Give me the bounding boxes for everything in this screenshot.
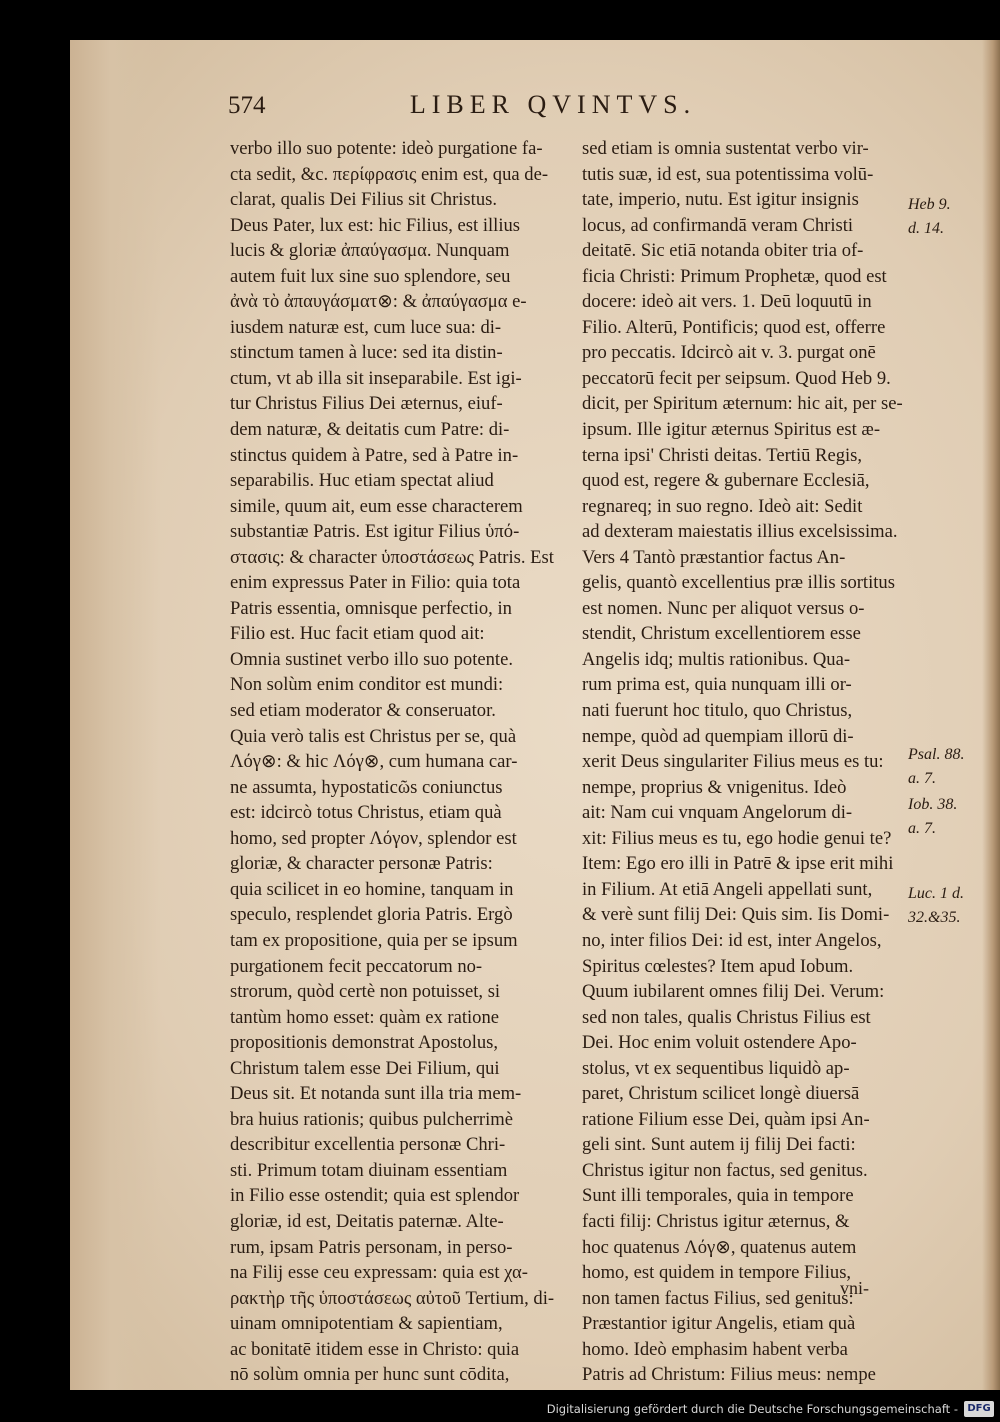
text-line: Patris ad Christum: Filius meus: nempe [582,1364,876,1386]
text-line: sed etiam is omnia sustentat verbo vir- [582,138,869,159]
text-line: lucis & gloriæ ἀπαύγασμα. Nunquam [230,240,510,262]
text-line: separabilis. Huc etiam spectat aliud [230,470,494,492]
text-line: autem fuit lux sine suo splendore, seu [230,265,511,287]
text-line: dicit, per Spiritum æternum: hic ait, per se- [582,393,903,415]
margin-note: a. 7. [908,770,936,787]
text-line: sed etiam moderator & conseruator. [230,700,496,722]
text-line: Λόγ⊗: & hic Λόγ⊗, cum humana car- [230,751,518,773]
text-line: stolus, vt ex sequentibus liquidò ap- [582,1057,850,1079]
text-line: Dei. Hoc enim voluit ostendere Apo- [582,1032,857,1054]
margin-note: Heb 9. [908,196,951,213]
text-line: Deus Pater, lux est: hic Filius, est illius [230,214,521,236]
text-line: ficia Christi: Primum Prophetæ, quod est [582,265,887,287]
text-line: Christum talem esse Dei Filium, qui [230,1057,500,1079]
text-line: docere: ideò ait vers. 1. Deū loquutū in [582,291,872,313]
text-line: quod est, regere & gubernare Ecclesiā, [582,470,870,492]
text-line: homo, est quidem in tempore Filius, [582,1262,852,1284]
text-line: Præstantior igitur Angelis, etiam quà [582,1313,856,1335]
text-line: iusdem naturæ est, cum luce sua: di- [230,316,502,338]
text-line: ρακτὴρ τῆς ὑποστάσεως αὐτοῦ Tertium, di- [230,1287,555,1309]
text-line: ait: Nam cui vnquam Angelorum di- [582,802,853,824]
text-line: Christus igitur non factus, sed genitus. [582,1159,868,1181]
text-line: na Filij esse ceu expressam: quia est χα- [230,1262,528,1284]
text-line: locus, ad confirmandā veram Christi [582,214,854,236]
text-line: enim expressus Pater in Filio: quia tota [230,572,521,594]
text-line: homo. Ideò emphasim habent verba [582,1338,848,1360]
margin-note: a. 7. [908,820,936,837]
text-line: ac bonitatē itidem esse in Christo: quia [230,1338,520,1360]
text-line: Vers 4 Tantò præstantior factus An- [582,546,846,568]
text-line: Deus sit. Et notanda sunt illa tria mem- [230,1083,522,1105]
dfg-logo-icon: DFG [964,1401,994,1417]
text-line: propositionis demonstrat Apostolus, [230,1032,499,1054]
text-line: Non solùm enim conditor est mundi: [230,674,504,696]
left-text-column [230,136,630,1388]
text-line: gloriæ, id est, Deitatis paternæ. Alte- [230,1210,504,1232]
text-line: clarat, qualis Dei Filius sit Christus. [230,189,498,211]
margin-note: Psal. 88. [908,746,965,763]
text-line: purgationem fecit peccatorum no- [230,955,483,977]
text-line: strorum, quòd certè non potuisset, si [230,981,501,1003]
text-line: Angelis idq; multis rationibus. Qua- [582,648,851,670]
text-line: in Filio esse ostendit; quia est splendor [230,1185,520,1207]
margin-note: 32.&35. [908,909,961,926]
text-line: homo, sed propter Λόγον, splendor est [230,827,517,849]
text-line: στασις: & character ὑποστάσεως Patris. Est [230,546,554,568]
catchword: vni- [840,1278,869,1298]
text-line: no, inter filios Dei: id est, inter Angelos, [582,929,882,951]
footer-bar [0,1398,1000,1422]
text-line: non tamen factus Filius, sed genitus: [582,1287,854,1309]
text-line: dem naturæ, & deitatis cum Patre: di- [230,419,510,441]
text-line: stinctum tamen à luce: sed ita distin- [230,342,503,364]
text-line: est nomen. Nunc per aliquot versus o- [582,597,865,619]
text-line: stendit, Christum excellentiorem esse [582,623,861,645]
text-line: ipsum. Ille igitur æternus Spiritus est æ- [582,419,881,441]
margin-note: Luc. 1 d. [908,885,964,902]
text-line: uinam omnipotentiam & sapientiam, [230,1313,503,1335]
text-line: ad dexteram maiestatis illius excelsissima. [582,521,898,543]
running-title: LIBER QVINTVS. [409,90,697,119]
funding-notice: Digitalisierung gefördert durch die Deutsche Forschungsgemeinschaft - [546,1402,958,1416]
text-line: regnareq; in suo regno. Ideò ait: Sedit [582,495,863,517]
text-line: Omnia sustinet verbo illo suo potente. [230,648,514,670]
text-line: Item: Ego ero illi in Patrē & ipse erit mihi [582,853,894,875]
page-gutter [70,40,160,1390]
text-line: describitur excellentia personæ Chri- [230,1134,506,1156]
text-line: Spiritus cœlestes? Item apud Iobum. [582,955,854,977]
text-line: deitatē. Sic etiā notanda obiter tria of- [582,240,864,262]
margin-note: Iob. 38. [908,796,958,813]
text-line: simile, quum ait, eum esse characterem [230,495,523,517]
text-line: ctum, vt ab illa sit inseparabile. Est igi- [230,367,522,389]
text-line: sti. Primum totam diuinam essentiam [230,1159,508,1181]
text-line: tate, imperio, nutu. Est igitur insignis [582,189,859,211]
text-line: pro peccatis. Idcircò ait v. 3. purgat onē [582,342,876,364]
text-line: tantùm homo esset: quàm ex ratione [230,1006,500,1028]
page-header [228,90,810,126]
text-line: xit: Filius meus es tu, ego hodie genui te? [582,827,892,849]
text-line: Sunt illi temporales, quia in tempore [582,1185,854,1207]
text-line: quia scilicet in eo homine, tanquam in [230,878,514,900]
text-line: tur Christus Filius Dei æternus, eiuf- [230,393,503,415]
book-page [70,40,1000,1390]
text-line: bra huius rationis; quibus pulcherrimè [230,1108,513,1130]
text-line: cta sedit, &c. περίφρασις enim est, qua de- [230,163,549,185]
text-line: rum, ipsam Patris personam, in perso- [230,1236,513,1258]
text-line: hoc quatenus Λόγ⊗, quatenus autem [582,1236,857,1258]
text-line: verbo illo suo potente: ideò purgatione fa- [230,138,543,159]
text-line: nempe, quòd ad quempiam illorū di- [582,725,854,747]
text-line: ratione Filium esse Dei, quàm ipsi An- [582,1108,870,1130]
text-line: Patris essentia, omnisque perfectio, in [230,597,512,619]
text-line: Quia verò talis est Christus per se, quà [230,725,517,747]
text-line: stinctus quidem à Patre, sed à Patre in- [230,444,519,466]
text-line: rum prima est, quia nunquam illi or- [582,674,852,696]
text-line: facti filij: Christus igitur æternus, & [582,1210,850,1232]
text-line: substantiæ Patris. Est igitur Filius ὑπό- [230,521,520,543]
text-line: Filio. Alterū, Pontificis; quod est, offerre [582,316,886,338]
text-line: tutis suæ, id est, sua potentissima volū- [582,163,874,185]
text-line: in Filium. At etiā Angeli appellati sunt, [582,878,873,900]
text-line: Quum iubilarent omnes filij Dei. Verum: [582,981,885,1003]
page-edge [982,40,1000,1390]
text-line: gloriæ, & character personæ Patris: [230,853,493,875]
text-line: nō solùm omnia per hunc sunt cōdita, [230,1364,510,1386]
text-line: nempe, proprius & vnigenitus. Ideò [582,776,847,798]
text-line: gelis, quantò excellentius præ illis sortitus [582,572,895,594]
text-line: tam ex propositione, quia per se ipsum [230,929,518,951]
text-line: & verè sunt filij Dei: Quis sim. Iis Domi- [582,904,890,926]
text-line: est: idcircò totus Christus, etiam quà [230,802,502,824]
text-line: xerit Deus singulariter Filius meus es tu: [582,751,884,773]
text-line: peccatorū fecit per seipsum. Quod Heb 9. [582,367,891,389]
text-line: Filio est. Huc facit etiam quod ait: [230,623,485,645]
text-line: geli sint. Sunt autem ij filij Dei facti: [582,1134,856,1156]
text-line: ne assumta, hypostaticῶs coniunctus [230,776,503,798]
text-line: paret, Christum scilicet longè diuersā [582,1083,860,1105]
text-line: terna ipsi' Christi deitas. Tertiū Regis, [582,444,863,466]
text-line: ἀνὰ τὸ ἀπαυγάσματ⊗: & ἀπαύγασμα e- [230,291,527,313]
text-line: sed non tales, qualis Christus Filius est [582,1006,871,1028]
text-line: speculo, resplendet gloria Patris. Ergò [230,904,513,926]
folio-number: 574 [228,92,266,119]
margin-note: d. 14. [908,220,944,237]
text-line: nati fuerunt hoc titulo, quo Christus, [582,700,853,722]
